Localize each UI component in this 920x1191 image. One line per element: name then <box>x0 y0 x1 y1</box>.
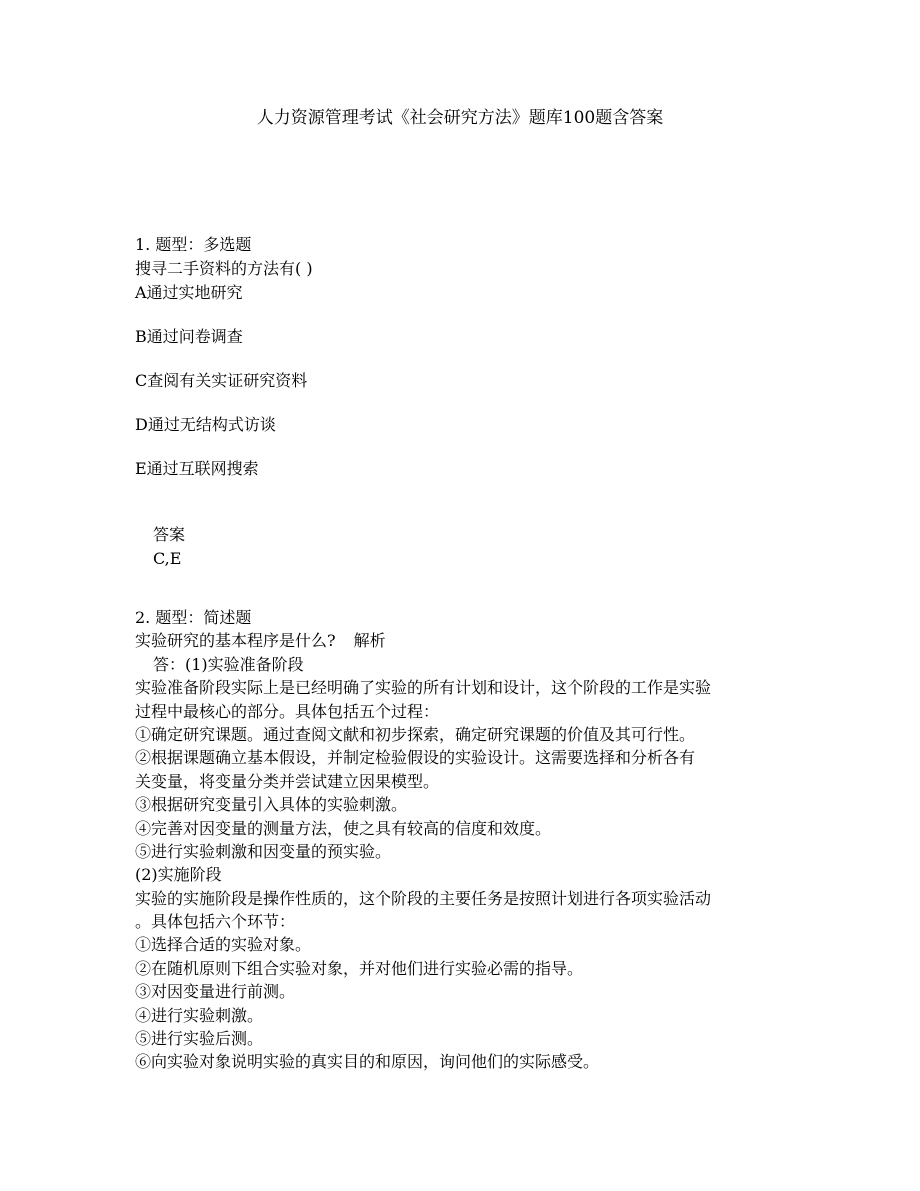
answer-line: ②根据课题确立基本假设，并制定检验假设的实验设计。这需要选择和分析各有 <box>135 748 696 768</box>
document-title: 人力资源管理考试《社会研究方法》题库100题含答案 <box>256 108 664 128</box>
question-1-option-b: B通过问卷调查 <box>135 327 243 346</box>
answer-line: 实验的实施阶段是操作性质的，这个阶段的主要任务是按照计划进行各项实验活动 <box>135 888 712 908</box>
answer-line: ④进行实验刺激。 <box>135 1005 264 1025</box>
answer-line: ②在随机原则下组合实验对象，并对他们进行实验必需的指导。 <box>135 958 584 978</box>
question-2-stem-row <box>135 629 795 652</box>
answer-line: ①确定研究课题。通过查阅文献和初步探索，确定研究课题的价值及其可行性。 <box>135 724 696 744</box>
question-1-answer <box>153 523 185 571</box>
question-1-stem: 搜寻二手资料的方法有( ) <box>135 259 313 278</box>
question-2-header: 2. 题型：简述题 <box>135 608 252 627</box>
analysis-label: 解析 <box>353 631 386 651</box>
question-1 <box>135 233 795 501</box>
question-1-header: 1. 题型：多选题 <box>135 235 252 254</box>
question-2-stem: 实验研究的基本程序是什么? <box>135 631 336 651</box>
answer-line: ⑤进行实验刺激和因变量的预实验。 <box>135 841 392 861</box>
answer-line: 过程中最核心的部分。具体包括五个过程： <box>135 701 440 721</box>
question-1-option-a: A通过实地研究 <box>135 283 243 302</box>
answer-line: 关变量，将变量分类并尝试建立因果模型。 <box>135 771 440 791</box>
question-1-option-e: E通过互联网搜索 <box>135 459 259 478</box>
question-1-option-c: C查阅有关实证研究资料 <box>135 371 308 390</box>
answer-line: ①选择合适的实验对象。 <box>135 935 312 955</box>
answer-line: 答：(1)实验准备阶段 <box>153 654 304 674</box>
answer-line: 。具体包括六个环节： <box>135 912 296 932</box>
answer-line: ⑤进行实验后测。 <box>135 1029 264 1049</box>
answer-line: ④完善对因变量的测量方法，使之具有较高的信度和效度。 <box>135 818 552 838</box>
question-1-option-d: D通过无结构式访谈 <box>135 415 276 434</box>
answer-line: ③根据研究变量引入具体的实验刺激。 <box>135 795 408 815</box>
answer-label: 答案 <box>153 525 186 544</box>
answer-line: ⑥向实验对象说明实验的真实目的和原因，询问他们的实际感受。 <box>135 1052 600 1072</box>
answer-value: C,E <box>153 549 182 568</box>
question-2 <box>135 606 795 1074</box>
answer-line: ③对因变量进行前测。 <box>135 982 296 1002</box>
answer-line: 实验准备阶段实际上是已经明确了实验的所有计划和设计，这个阶段的工作是实验 <box>135 678 712 698</box>
answer-line: (2)实施阶段 <box>135 865 222 885</box>
